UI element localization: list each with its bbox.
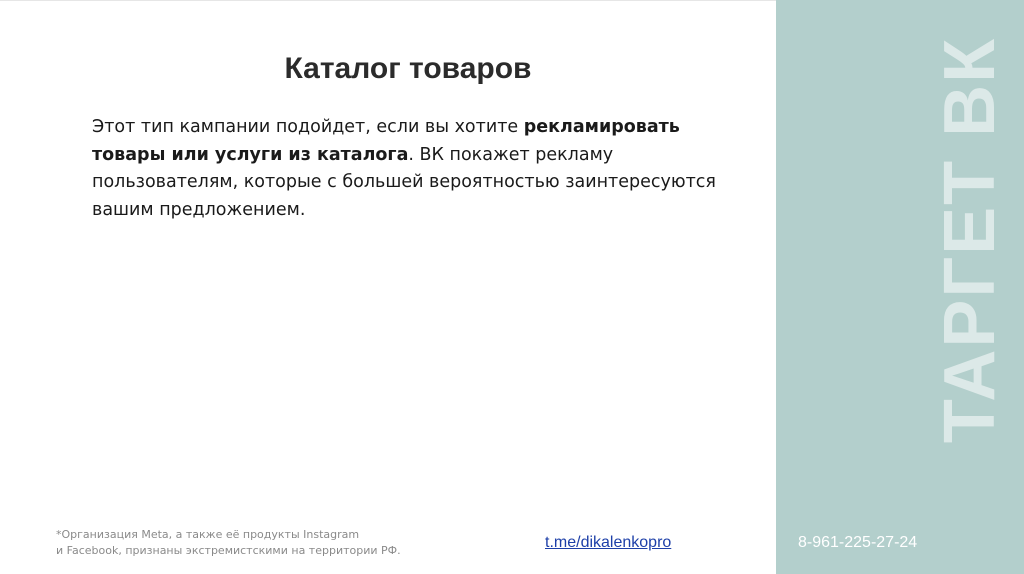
footnote (56, 527, 401, 559)
slide-body-text (92, 114, 732, 224)
body-text-part1: Этот тип кампании подойдет, если вы хотите (92, 117, 524, 137)
body-text-part2: . ВК покажет рекламу пользователям, которые с большей вероятностью заинтересуются вашим предложением. (92, 144, 716, 220)
phone-number: 8-961-225-27-24 (798, 534, 918, 551)
footnote-line-2: и Facebook, признаны экстремистскими на территории РФ. (56, 544, 401, 557)
brand-container (930, 20, 1010, 460)
slide-title: Каталог товаров (284, 52, 532, 85)
body-text-bold: рекламировать товары или услуги из каталога (92, 117, 680, 165)
brand-title: ТАРГЕТ ВК (930, 36, 1010, 444)
footnote-line-1: *Организация Meta, а также её продукты Instagram (56, 528, 360, 541)
telegram-link[interactable]: t.me/dikalenkopro (545, 534, 672, 551)
top-divider (0, 0, 776, 1)
